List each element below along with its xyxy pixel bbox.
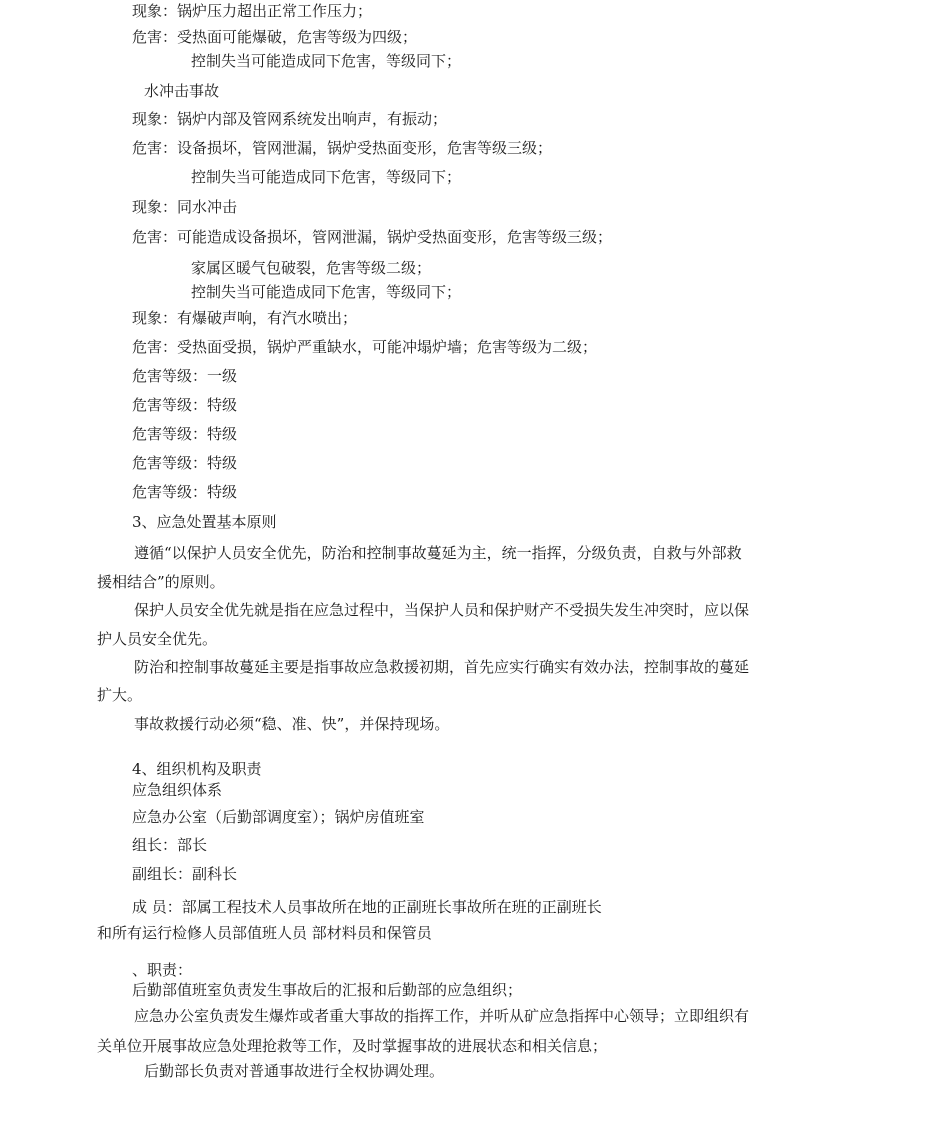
text-line: 应急办公室（后勤部调度室）；锅炉房值班室 (132, 808, 425, 826)
text-line: 危害等级：特级 (132, 396, 238, 414)
text-line: 后勤部值班室负责发生事故后的汇报和后勤部的应急组织； (132, 981, 523, 999)
text-line: 危害等级：一级 (132, 367, 238, 385)
section-heading: 水冲击事故 (144, 82, 220, 100)
text-line: 控制失当可能造成同下危害，等级同下； (191, 52, 462, 70)
text-line: 危害：受热面可能爆破，危害等级为四级； (132, 28, 418, 46)
paragraph-line: 护人员安全优先。 (97, 630, 218, 648)
text-line: 和所有运行检修人员部值班人员 部材料员和保管员 (97, 924, 432, 942)
text-line: 危害：可能造成设备损坏，管网泄漏，锅炉受热面变形，危害等级三级； (132, 228, 613, 246)
text-line: 成 员：部属工程技术人员事故所在地的正副班长事故所在班的正副班长 (132, 898, 602, 916)
paragraph-line: 事故救援行动必须“稳、准、快”，并保持现场。 (134, 715, 450, 733)
paragraph-line: 后勤部长负责对普通事故进行全权协调处理。 (144, 1062, 445, 1080)
text-line: 现象：锅炉内部及管网系统发出响声，有振动； (132, 110, 448, 128)
text-line: 危害等级：特级 (132, 454, 238, 472)
text-line: 危害等级：特级 (132, 483, 238, 501)
section-heading: 、职责： (132, 961, 193, 979)
section-heading: 3、应急处置基本原则 (132, 513, 277, 531)
text-line: 组长：部长 (132, 836, 208, 854)
text-line: 现象：有爆破声响，有汽水喷出； (132, 309, 358, 327)
paragraph-line: 援相结合”的原则。 (97, 573, 225, 591)
text-line: 家属区暖气包破裂，危害等级二级； (191, 259, 432, 277)
text-line: 副组长：副科长 (132, 865, 238, 883)
text-line: 控制失当可能造成同下危害，等级同下； (191, 283, 462, 301)
text-line: 现象：同水冲击 (132, 198, 238, 216)
paragraph-line: 关单位开展事故应急处理抢救等工作，及时掌握事故的进展状态和相关信息； (97, 1037, 608, 1055)
paragraph-line: 遵循“以保护人员安全优先，防治和控制事故蔓延为主，统一指挥，分级负责，自救与外部救 (134, 544, 742, 562)
text-line: 危害：设备损坏，管网泄漏，锅炉受热面变形，危害等级三级； (132, 139, 553, 157)
paragraph-line: 保护人员安全优先就是指在应急过程中，当保护人员和保护财产不受损失发生冲突时，应以保 (134, 601, 750, 619)
section-heading: 4、组织机构及职责 (132, 760, 262, 778)
text-line: 现象：锅炉压力超出正常工作压力； (132, 2, 373, 20)
text-line: 危害等级：特级 (132, 425, 238, 443)
text-line: 危害：受热面受损，锅炉严重缺水，可能冲塌炉墙；危害等级为二级； (132, 338, 598, 356)
paragraph-line: 防治和控制事故蔓延主要是指事故应急救援初期，首先应实行确实有效办法，控制事故的蔓延 (134, 658, 750, 676)
paragraph-line: 应急办公室负责发生爆炸或者重大事故的指挥工作，并听从矿应急指挥中心领导；立即组织有 (134, 1007, 750, 1025)
paragraph-line: 扩大。 (97, 686, 143, 704)
text-line: 应急组织体系 (132, 781, 223, 799)
text-line: 控制失当可能造成同下危害，等级同下； (191, 168, 462, 186)
